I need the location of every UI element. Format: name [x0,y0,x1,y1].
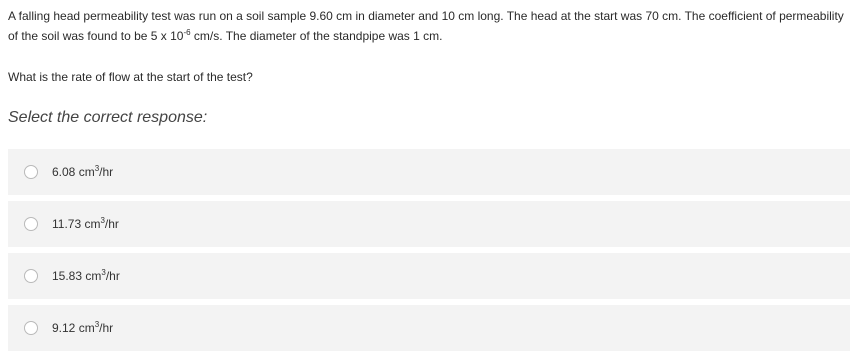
question-prompt: What is the rate of flow at the start of the test? [8,70,253,84]
option-value: 6.08 cm [52,165,95,179]
radio-button-icon[interactable] [24,217,38,231]
option-unit: /hr [104,217,119,231]
radio-button-icon[interactable] [24,321,38,335]
question-text-part-2: cm/s. The diameter of the standpipe was 1 cm. [190,29,443,43]
response-instruction: Select the correct response: [8,109,208,126]
answer-option-3[interactable] [8,253,850,299]
option-exponent: 3 [94,320,100,329]
question-exponent: -6 [183,28,191,37]
answer-option-1[interactable] [8,149,850,195]
option-value: 9.12 cm [52,321,95,335]
answer-option-4[interactable] [8,305,850,351]
option-label [52,165,113,179]
option-label [52,217,119,231]
question-text-part-1: A falling head permeability test was run on a soil sample 9.60 cm in diameter and 10 cm long. The head at the start was 70 cm. The coefficient of permeability of the soil was found to be 5 x 10 [8,9,844,43]
radio-button-icon[interactable] [24,269,38,283]
option-exponent: 3 [101,268,106,277]
radio-button-icon[interactable] [24,165,38,179]
answer-option-2[interactable] [8,201,850,247]
option-unit: /hr [99,321,114,335]
question-text [8,6,850,46]
answer-options [8,149,850,357]
option-value: 15.83 cm [52,269,102,283]
option-unit: /hr [99,165,114,179]
option-exponent: 3 [94,164,100,173]
option-value: 11.73 cm [52,217,101,231]
option-label [52,321,113,335]
option-exponent: 3 [100,216,105,225]
option-label [52,269,120,283]
option-unit: /hr [105,269,120,283]
